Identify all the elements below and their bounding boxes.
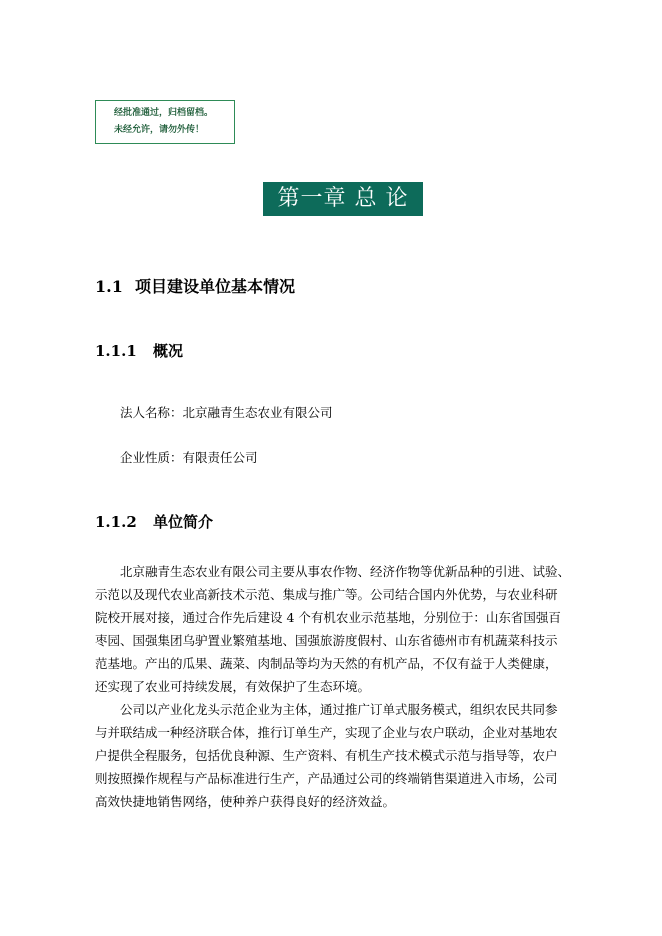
section-title: 单位简介 — [153, 513, 214, 531]
company-intro-body — [95, 560, 575, 813]
paragraph-line: 范基地。产出的瓜果、蔬菜、肉制品等均为天然的有机产品，不仅有益于人类健康， — [95, 656, 558, 671]
archive-notice-box — [95, 100, 235, 144]
paragraph-line: 北京融青生态农业有限公司主要从事农作物、经济作物等优新品种的引进、试验、 — [120, 564, 571, 579]
section-title: 概况 — [153, 342, 184, 360]
company-type-field: 企业性质：有限责任公司 — [120, 450, 258, 465]
section-number: 1.1.1 — [95, 342, 137, 360]
notice-line-2: 未经允许，请勿外传！ — [114, 125, 205, 135]
paragraph-line: 户提供全程服务，包括优良种源、生产资料、有机生产技术模式示范与指导等，农户 — [95, 748, 558, 763]
notice-line-1: 经批准通过，归档留档。 — [114, 108, 214, 118]
section-heading-1-1 — [95, 274, 295, 297]
section-number: 1.1 — [95, 277, 123, 296]
section-heading-1-1-1 — [95, 340, 183, 361]
paragraph-line: 与并联结成一种经济联合体，推行订单生产，实现了企业与农户联动，企业对基地农 — [95, 725, 558, 740]
paragraph-line: 示范以及现代农业高新技术示范、集成与推广等。公司结合国内外优势，与农业科研 — [95, 587, 558, 602]
paragraph-line: 还实现了农业可持续发展，有效保护了生态环境。 — [95, 679, 371, 694]
section-title: 项目建设单位基本情况 — [135, 277, 296, 296]
chapter-title: 第一章 总 论 — [263, 182, 423, 216]
section-number: 1.1.2 — [95, 513, 137, 531]
paragraph-line: 则按照操作规程与产品标准进行生产，产品通过公司的终端销售渠道进入市场，公司 — [95, 771, 558, 786]
paragraph-line: 公司以产业化龙头示范企业为主体，通过推广订单式服务模式，组织农民共同参 — [120, 702, 558, 717]
section-heading-1-1-2 — [95, 511, 213, 532]
paragraph-line: 院校开展对接，通过合作先后建设 4 个有机农业示范基地，分别位于：山东省国强百 — [95, 610, 561, 625]
paragraph-line: 高效快捷地销售网络，使种养户获得良好的经济效益。 — [95, 794, 396, 809]
paragraph-line: 枣园、国强集团乌驴置业繁殖基地、国强旅游度假村、山东省德州市有机蔬菜科技示 — [95, 633, 558, 648]
legal-name-field: 法人名称：北京融青生态农业有限公司 — [120, 405, 333, 420]
